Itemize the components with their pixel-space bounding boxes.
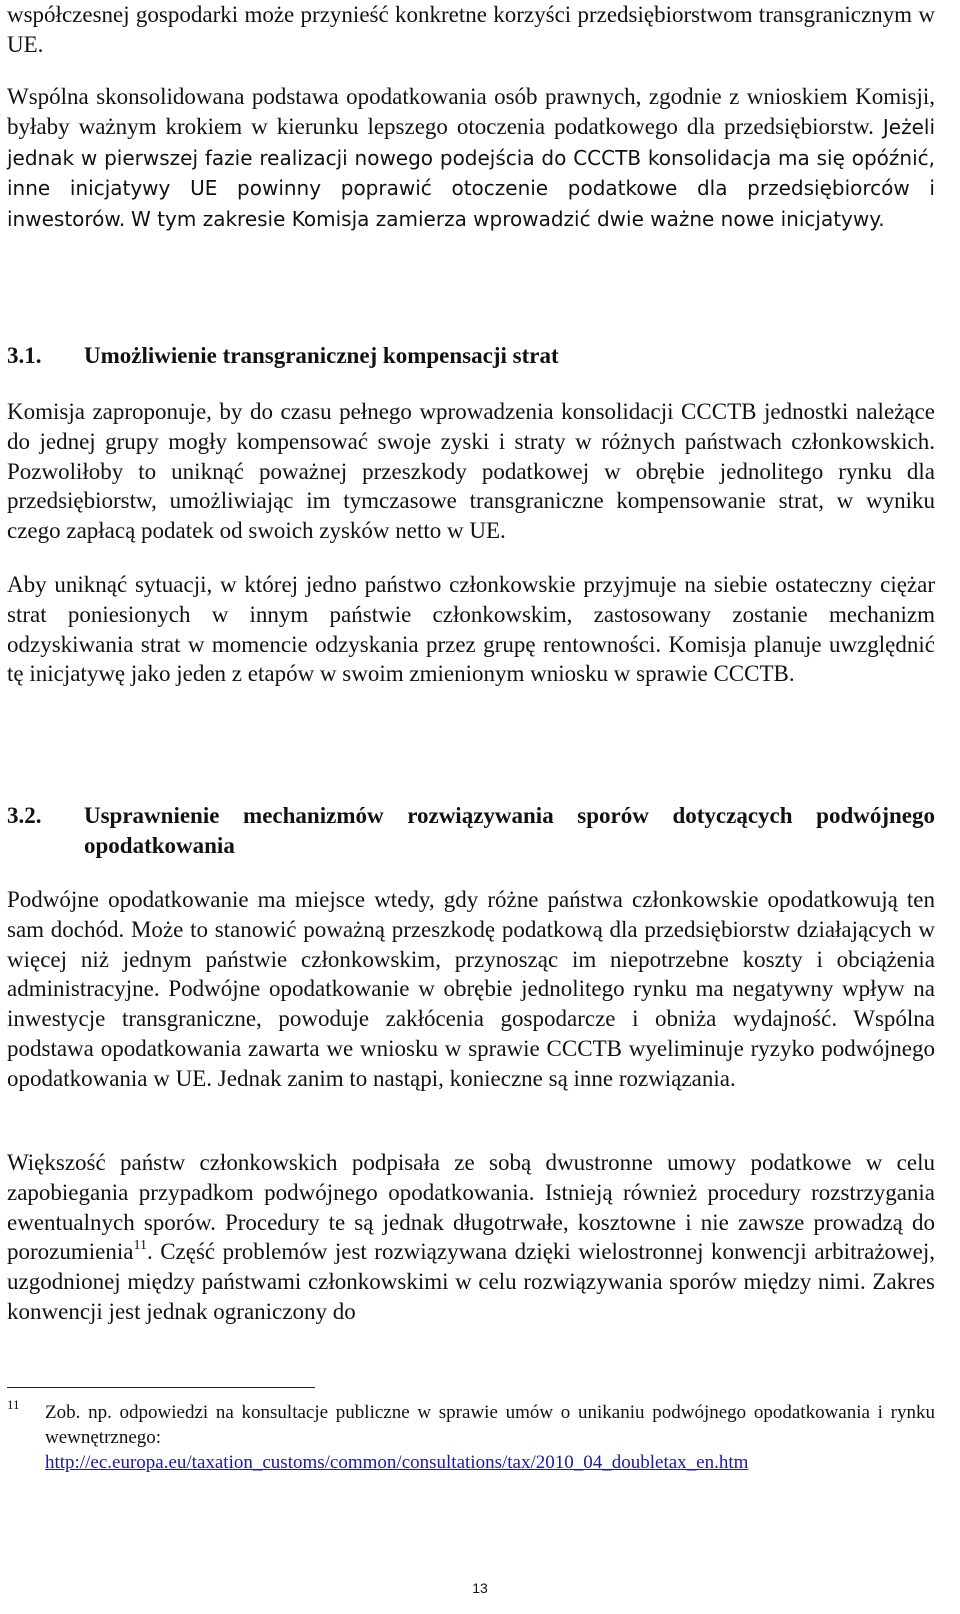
section-3-1-number: 3.1. (7, 343, 42, 368)
section-3-1-heading (7, 341, 935, 371)
footnote (7, 1397, 935, 1475)
section-3-2-paragraph-1: Podwójne opodatkowanie ma miejsce wtedy, gdy różne państwa członkowskie opodatkowują ten sam dochód. Może to stanowić poważną przeszkodę podatkową dla przedsiębiorstw działających w więcej niż jednym państwie członkowskim, przynosząc im niepotrzebne koszty i obciążenia administracyjne. Podwójne opodatkowanie w obrębie jednolitego rynku ma negatywny wpływ na inwestycje transgraniczne, powoduje zakłócenia gospodarcze i obniża wydajność. Wspólna podstawa opodatkowania zawarta we wniosku w sprawie CCCTB wyeliminuje ryzyko podwójnego opodatkowania w UE. Jednak zanim to nastąpi, konieczne są inne rozwiązania. (7, 887, 935, 1091)
section-3-1-paragraph-1: Komisja zaproponuje, by do czasu pełnego wprowadzenia konsolidacji CCCTB jednostki należące do jednej grupy mogły kompensować swoje zyski i straty w różnych państwach członkowskich. Pozwoliłoby to uniknąć poważnej przeszkody podatkowej w obrębie jednolitego rynku dla przedsiębiorstw, umożliwiając im tymczasowe transgraniczne kompensowanie strat, w wyniku czego zapłacą podatek od swoich zysków netto w UE. (7, 399, 935, 544)
cctb-paragraph-serif: Wspólna skonsolidowana podstawa opodatkowania osób prawnych, zgodnie z wnioskiem Komisji, byłaby ważnym krokiem w kierunku lepszego otoczenia podatkowego dla przedsiębiorstw. (7, 84, 935, 139)
section-3-2-paragraph-2-end: . Część problemów jest rozwiązywana dzięki wielostronnej konwencji arbitrażowej, uzgodnionej między państwami członkowskimi w celu rozwiązywania sporów między nimi. Zakres konwencji jest jednak ograniczony do (7, 1239, 935, 1324)
footnote-number: 11 (7, 1397, 20, 1412)
section-3-2-paragraph-2-start: Większość państw członkowskich podpisała ze sobą dwustronne umowy podatkowe w celu zapobiegania przypadkom podwójnego opodatkowania. Istnieją również procedury rozstrzygania ewentualnych sporów. Procedury te są jednak długotrwałe, kosztowne i nie zawsze prowadzą do porozumienia (7, 1150, 935, 1265)
footnote-link[interactable]: http://ec.europa.eu/taxation_customs/common/consultations/tax/2010_04_doubletax_en.htm (45, 1452, 749, 1473)
cctb-paragraph-end: W tym zakresie Komisja zamierza wprowadzić dwie ważne nowe inicjatywy. (131, 207, 885, 232)
footnote-body (45, 1400, 935, 1475)
intro-fragment: współczesnej gospodarki może przynieść konkretne korzyści przedsiębiorstwom transgranicznym w UE. (7, 2, 935, 57)
section-3-2-number: 3.2. (7, 803, 42, 828)
page-number: 13 (472, 1580, 488, 1596)
footnote-reference[interactable]: 11 (133, 1238, 147, 1254)
footnote-separator (7, 1387, 315, 1388)
section-3-2-heading (7, 801, 935, 861)
cctb-paragraph-sans: Jeżeli jednak w pierwszej fazie realizacji nowego podejścia do CCCTB konsolidacja ma się opóźnić, inne inicjatywy UE powinny poprawić otoczenie podatkowe dla przedsiębiorców i inwestorów. (7, 114, 936, 232)
section-3-2-paragraph-2 (7, 1148, 935, 1327)
footnote-text: Zob. np. odpowiedzi na konsultacje publiczne w sprawie umów o unikaniu podwójnego opodatkowania i rynku wewnętrznego: (45, 1402, 935, 1448)
section-3-2-title: Usprawnienie mechanizmów rozwiązywania sporów dotyczących podwójnego opodatkowania (84, 803, 935, 858)
section-3-1-title: Umożliwienie transgranicznej kompensacji strat (84, 343, 559, 368)
cctb-paragraph (7, 82, 935, 235)
section-3-1-paragraph-2: Aby uniknąć sytuacji, w której jedno państwo członkowskie przyjmuje na siebie ostateczny ciężar strat poniesionych w innym państwie członkowskim, zastosowany zostanie mechanizm odzyskiwania strat w momencie odzyskania przez grupę rentowności. Komisja planuje uwzględnić tę inicjatywę jako jeden z etapów w swoim zmienionym wniosku w sprawie CCCTB. (7, 572, 935, 687)
